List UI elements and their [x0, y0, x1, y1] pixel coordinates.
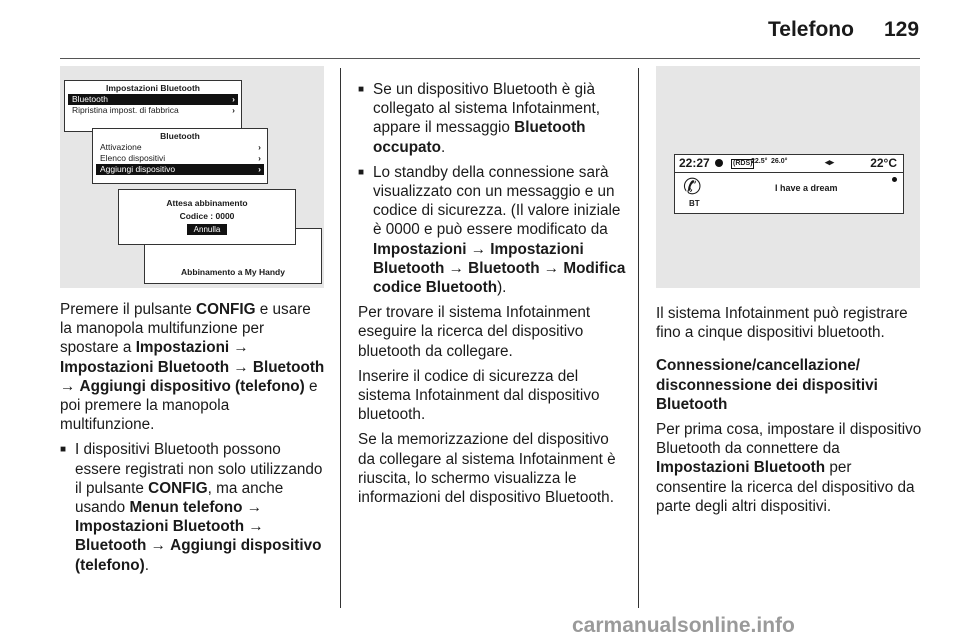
arrow: →: [229, 358, 253, 376]
bold-text: Aggiungi dispositivo (telefono): [79, 377, 305, 395]
menu-row-label: Attivazione: [100, 142, 142, 152]
settings-dot-icon: [715, 159, 723, 167]
text: .: [441, 138, 446, 156]
bold-text: CONFIG: [196, 301, 256, 318]
arrow: →: [242, 499, 263, 517]
bold-text: Impostazioni Bluetooth: [656, 459, 826, 477]
chevron-right-icon: ›: [258, 153, 261, 163]
text-column-2: [358, 80, 626, 513]
menu-row-bluetooth: [68, 94, 238, 105]
text: Per prima cosa, impostare il dispositivo Bluetooth da connettere da: [656, 421, 922, 458]
bold-text: Bluetooth: [252, 358, 325, 376]
arrow: →: [466, 240, 491, 258]
screen-title: Impostazioni Bluetooth: [106, 83, 200, 93]
clock: 22:27: [679, 156, 710, 170]
paragraph: [60, 300, 326, 434]
arrow: →: [60, 377, 80, 395]
source-label: BT: [689, 199, 700, 208]
screen-title: Attesa abbinamento: [166, 198, 248, 208]
temp-left-value: 22.5: [751, 158, 765, 165]
text: ).: [497, 279, 507, 297]
text: .: [144, 556, 149, 574]
bullet-item: [358, 80, 626, 157]
arrow: →: [539, 259, 564, 277]
bold-text: Menun telefono: [129, 499, 243, 517]
text: Premere il pulsante: [60, 301, 197, 318]
cancel-button: Annulla: [187, 224, 227, 235]
menu-row-label: Aggiungi dispositivo: [100, 164, 176, 174]
menu-row-factory-reset: [68, 105, 238, 116]
page-header-title: Telefono: [768, 18, 854, 41]
bullet-item: [358, 163, 626, 297]
outside-temperature: 22°C: [870, 156, 897, 170]
chevron-right-icon: ›: [258, 142, 261, 152]
menu-row-label: Bluetooth: [72, 94, 108, 104]
bluetooth-display-figure: [656, 66, 920, 288]
bold-text: Modifica codice Bluetooth: [373, 259, 626, 297]
temp-right: [771, 158, 787, 165]
arrow: →: [146, 537, 171, 555]
text-column-1: [60, 300, 326, 581]
text-column-3: [656, 304, 922, 522]
pairing-target-text: Abbinamento a My Handy: [181, 267, 285, 277]
paragraph: Inserire il codice di sicurezza del sistema Infotainment dal dispositivo bluetooth.: [358, 367, 600, 424]
bold-text: Bluetooth occupato: [373, 119, 586, 156]
temp-right-unit: °: [784, 158, 788, 165]
status-bar: [675, 155, 903, 173]
chevron-right-icon: ›: [232, 105, 235, 115]
paragraph: Il sistema Infotainment può registrare fino a cinque dispositivi bluetooth.: [656, 305, 908, 342]
text: Se un dispositivo Bluetooth è già collegato al sistema Infotainment, appare il messaggio: [373, 81, 601, 137]
bold-text: Bluetooth: [75, 537, 147, 555]
screen-bluetooth: [92, 128, 268, 184]
bold-text: Bluetooth: [468, 259, 540, 277]
bold-text: Impostazioni Bluetooth: [60, 358, 230, 376]
text: Lo standby della connessione sarà visualizzato con un messaggio e un codice di sicurezza. (Il valore iniziale è 0000 e può essere modificato da: [373, 163, 621, 239]
text: , ma anche usando: [75, 479, 284, 517]
paragraph: [656, 420, 922, 516]
bold-text: Aggiungi dispositivo (telefono): [75, 537, 322, 574]
paragraph: Se la memorizzazione del dispositivo da collegare al sistema Infotainment è riuscita, lo schermo visualizza le informazioni del dispositivo Bluetooth.: [358, 431, 616, 507]
menu-row-label: Elenco dispositivi: [100, 153, 166, 163]
screen-bluetooth-settings: [64, 80, 242, 132]
page-number: 129: [884, 18, 920, 41]
track-title: I have a dream: [775, 183, 838, 193]
watermark: carmanualsonline.info: [572, 614, 795, 637]
header-rule: [60, 58, 920, 59]
column-divider: [340, 68, 341, 608]
paragraph: Per trovare il sistema Infotainment eseguire la ricerca del dispositivo bluetooth da collegare.: [358, 304, 591, 360]
text: e poi premere la manopola multifunzione.: [60, 377, 318, 434]
temp-left: [751, 158, 767, 165]
menu-row-device-list: [96, 153, 264, 164]
bold-text: Impostazioni Bluetooth: [75, 518, 245, 536]
arrow: →: [244, 518, 264, 536]
rds-indicator: (RDS): [733, 160, 753, 167]
arrow: →: [444, 259, 469, 277]
pairing-code: Codice : 0000: [179, 211, 235, 221]
screen-waiting-pairing: [118, 189, 296, 245]
menu-row-add-device: [96, 164, 264, 175]
bullet-item: [60, 440, 326, 574]
temp-right-value: 26.0: [771, 158, 785, 165]
section-heading: Connessione/cancellazione/ disconnessione dei dispositivi Bluetooth: [656, 357, 878, 413]
bold-text: Impostazioni: [135, 339, 230, 357]
chevron-right-icon: ›: [258, 164, 261, 174]
bold-text: Impostazioni Bluetooth: [373, 240, 584, 277]
indicator-dot-icon: [892, 177, 897, 182]
text: e usare la manopola multifunzione per spostare a: [60, 301, 311, 357]
text: per consentire la ricerca del dispositivo da parte degli altri dispositivi.: [656, 459, 915, 515]
temp-left-unit: °: [764, 158, 768, 165]
chevron-right-icon: ›: [232, 94, 235, 104]
infotainment-display: [674, 154, 904, 214]
menu-row-label: Ripristina impost. di fabbrica: [72, 105, 179, 115]
audio-arrows-icon: ◂▸: [825, 157, 835, 167]
phone-icon: ✆: [683, 174, 702, 199]
screen-title: Bluetooth: [160, 131, 200, 141]
arrow: →: [229, 339, 249, 357]
bold-text: CONFIG: [148, 479, 208, 497]
text: I dispositivi Bluetooth possono essere registrati non solo utilizzando il pulsante: [75, 441, 323, 497]
menu-row-activation: [96, 142, 264, 153]
bold-text: Impostazioni: [373, 240, 467, 258]
column-divider: [638, 68, 639, 608]
bluetooth-menu-figure: [60, 66, 324, 288]
